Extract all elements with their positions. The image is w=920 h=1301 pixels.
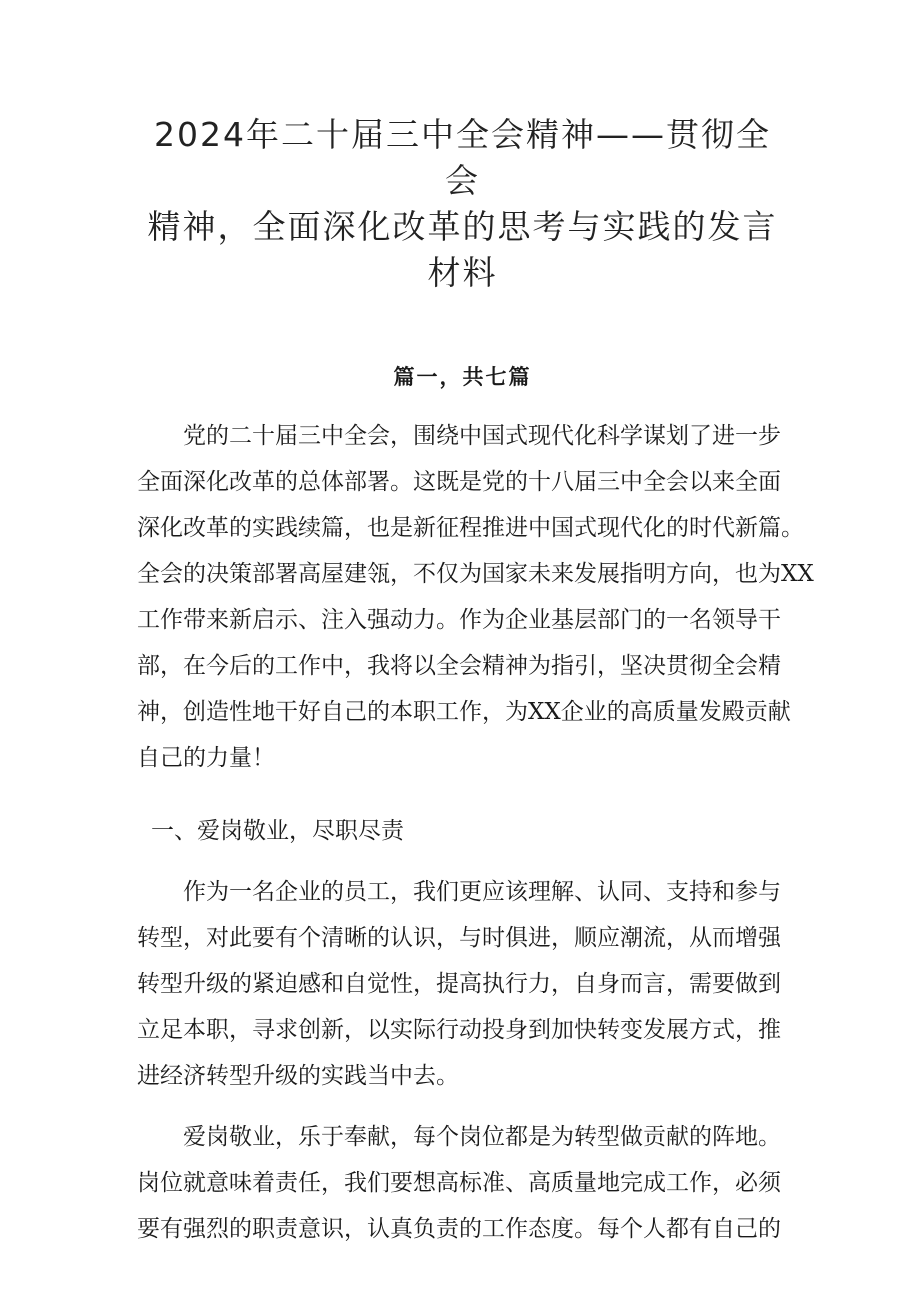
text-line: 党的二十届三中全会，围绕中国式现代化科学谋划了进一步 — [183, 423, 781, 449]
title-line: 2024年二十届三中全会精神——贯彻全会 — [154, 115, 771, 200]
text-line: 转型，对此要有个清晰的认识，与时俱进，顺应潮流，从而增强 — [137, 925, 781, 951]
document-title — [137, 112, 788, 296]
text-line: 深化改革的实践续篇，也是新征程推进中国式现代化的时代新篇。 — [137, 515, 804, 541]
text-line: 工作带来新启示、注入强动力。作为企业基层部门的一名领导干 — [137, 607, 781, 633]
text-line: 进经济转型升级的实践当中去。 — [137, 1063, 459, 1089]
text-line: 自己的力量！ — [137, 745, 275, 771]
body-paragraph — [137, 869, 788, 1099]
intro-paragraph — [137, 413, 814, 781]
text-line: 要有强烈的职责意识，认真负责的工作态度。每个人都有自己的 — [137, 1216, 781, 1242]
title-line: 精神，全面深化改革的思考与实践的发言 — [147, 207, 778, 246]
section-heading: 一、爱岗敬业，尽职尽责 — [151, 818, 404, 844]
text-line: 立足本职，寻求创新，以实际行动投身到加快转变发展方式，推 — [137, 1017, 781, 1043]
text-line: 岗位就意味着责任，我们要想高标准、高质量地完成工作，必须 — [137, 1170, 781, 1196]
text-line: 爱岗敬业，乐于奉献，每个岗位都是为转型做贡献的阵地。 — [183, 1124, 781, 1150]
title-line: 材料 — [427, 253, 498, 292]
text-line: 全面深化改革的总体部署。这既是党的十八届三中全会以来全面 — [137, 469, 781, 495]
body-paragraph — [137, 1114, 788, 1252]
text-line: 作为一名企业的员工，我们更应该理解、认同、支持和参与 — [183, 879, 781, 905]
text-line: 神，创造性地干好自己的本职工作，为XX企业的高质量发殿贡献 — [137, 699, 791, 725]
document-subtitle: 篇一，共七篇 — [393, 364, 532, 389]
text-line: 全会的决策部署高屋建瓴，不仅为国家未来发展指明方向，也为XX — [137, 561, 814, 587]
text-line: 部，在今后的工作中，我将以全会精神为指引，坚决贯彻全会精 — [137, 653, 781, 679]
text-line: 转型升级的紧迫感和自觉性，提高执行力，自身而言，需要做到 — [137, 971, 781, 997]
